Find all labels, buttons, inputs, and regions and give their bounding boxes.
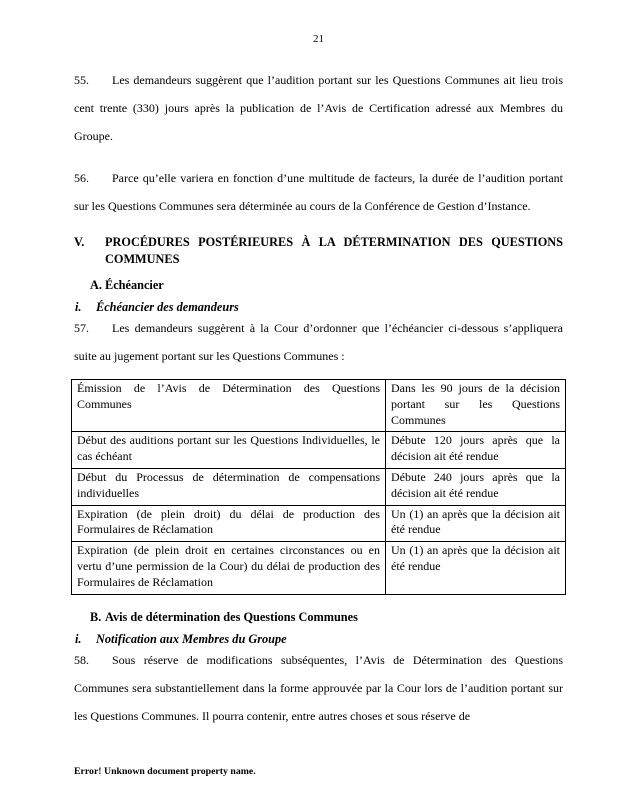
subheading-b-number: B. xyxy=(90,610,102,624)
section-heading-v xyxy=(74,234,563,268)
table-cell-event: Début du Processus de détermination de compensations individuelles xyxy=(72,468,386,505)
table-cell-deadline: Un (1) an après que la décision ait été rendue xyxy=(386,505,566,542)
page-number: 21 xyxy=(313,33,324,45)
table-row xyxy=(72,505,566,542)
table-cell-deadline: Un (1) an après que la décision ait été rendue xyxy=(386,542,566,594)
paragraph-58-text: Sous réserve de modifications subséquentes, l’Avis de Détermination des Questions Communes sera substantiellement dans la forme approuvée par la Cour lors de l’audition portant sur les Questions Communes. Il pourra contenir, entre autres choses et sous réserve de xyxy=(74,653,563,723)
table-row xyxy=(72,542,566,594)
subheading-b-text: Avis de détermination des Questions Communes xyxy=(105,610,358,624)
section-heading-v-text: PROCÉDURES POSTÉRIEURES À LA DÉTERMINATION DES QUESTIONS COMMUNES xyxy=(105,235,563,266)
table-cell-event: Début des auditions portant sur les Questions Individuelles, le cas échéant xyxy=(72,432,386,469)
subheading-i-demandeurs-text: Échéancier des demandeurs xyxy=(96,300,239,314)
subheading-b xyxy=(90,609,358,626)
table-row xyxy=(72,380,566,432)
schedule-table xyxy=(71,379,566,595)
table-cell-event: Émission de l’Avis de Détermination des Questions Communes xyxy=(72,380,386,432)
paragraph-57 xyxy=(74,314,563,370)
table-cell-event: Expiration (de plein droit en certaines circonstances ou en vertu d’une permission de la Cour) du délai de production des Formulaires de Réclamation xyxy=(72,542,386,594)
table-cell-deadline: Débute 120 jours après que la décision ait été rendue xyxy=(386,432,566,469)
section-heading-v-number: V. xyxy=(74,235,85,249)
table-row xyxy=(72,432,566,469)
subheading-a-text: Échéancier xyxy=(105,278,164,292)
paragraph-55-text: Les demandeurs suggèrent que l’audition portant sur les Questions Communes ait lieu trois cent trente (330) jours après la publication de l’Avis de Certification adressé aux Membres du Groupe. xyxy=(74,73,563,143)
subheading-a xyxy=(90,277,164,294)
subheading-i-notification-number: i. xyxy=(75,632,82,646)
table-cell-deadline: Dans les 90 jours de la décision portant sur les Questions Communes xyxy=(386,380,566,432)
paragraph-55 xyxy=(74,66,563,150)
table-row xyxy=(72,468,566,505)
paragraph-57-text: Les demandeurs suggèrent à la Cour d’ordonner que l’échéancier ci-dessous s’appliquera suite au jugement portant sur les Questions Communes : xyxy=(74,321,563,363)
footer-error-note: Error! Unknown document property name. xyxy=(74,766,256,777)
paragraph-55-number: 55. xyxy=(74,73,89,87)
paragraph-56-number: 56. xyxy=(74,171,89,185)
paragraph-56-text: Parce qu’elle variera en fonction d’une multitude de facteurs, la durée de l’audition portant sur les Questions Communes sera déterminée au cours de la Conférence de Gestion d’Instance. xyxy=(74,171,563,213)
paragraph-58 xyxy=(74,646,563,730)
paragraph-58-number: 58. xyxy=(74,653,89,667)
paragraph-56 xyxy=(74,164,563,220)
subheading-a-number: A. xyxy=(90,278,102,292)
paragraph-57-number: 57. xyxy=(74,321,89,335)
table-cell-event: Expiration (de plein droit) du délai de production des Formulaires de Réclamation xyxy=(72,505,386,542)
table-cell-deadline: Débute 240 jours après que la décision ait été rendue xyxy=(386,468,566,505)
subheading-i-demandeurs-number: i. xyxy=(75,300,82,314)
subheading-i-notification-text: Notification aux Membres du Groupe xyxy=(96,632,287,646)
